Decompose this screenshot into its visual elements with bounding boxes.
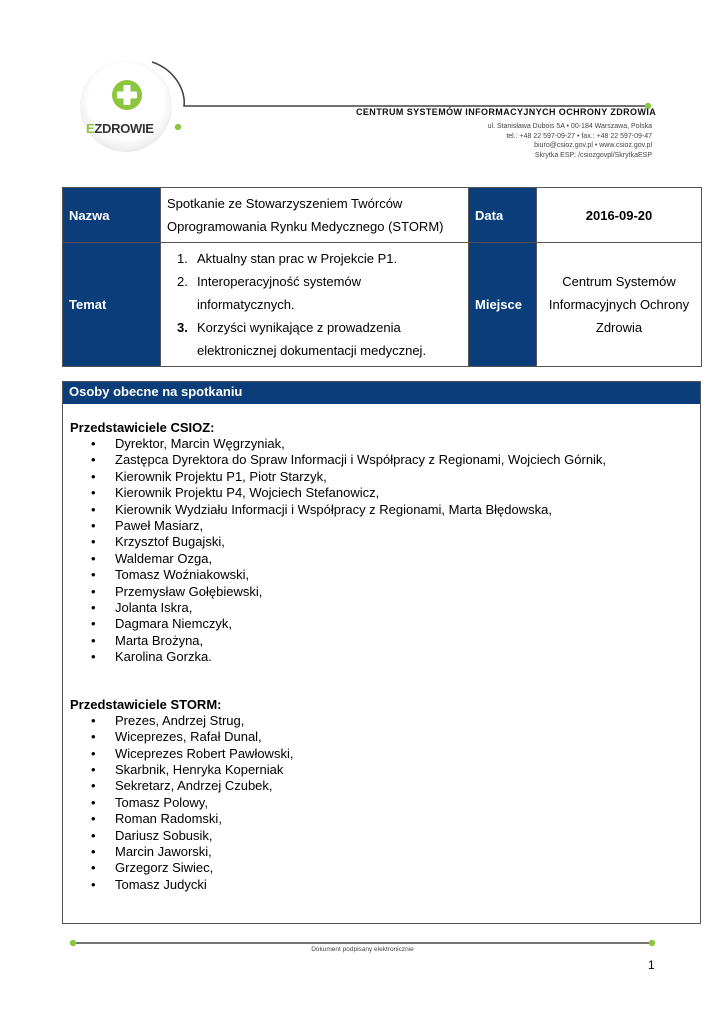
person-item: • Tomasz Woźniakowski, — [63, 567, 700, 583]
ezdrowie-logo — [72, 52, 187, 162]
org-phones: tel.: +48 22 597-09-27 • fax.: +48 22 597-09-47 — [506, 132, 652, 140]
name-value: Spotkanie ze Stowarzyszeniem Twórców Oprogramowania Rynku Medycznego (STORM) — [161, 188, 469, 243]
person-item: • Kierownik Projektu P1, Piotr Starzyk, — [63, 469, 700, 485]
person-item: • Dariusz Sobusik, — [63, 828, 700, 844]
org-web: biuro@csioz.gov.pl • www.csioz.gov.pl — [534, 142, 652, 149]
org-name: CENTRUM SYSTEMÓW INFORMACYJNYCH OCHRONY ZDROWIA — [356, 107, 657, 117]
topic-text: Interoperacyjność systemów informatycznych. — [197, 274, 362, 312]
name-row — [63, 188, 702, 243]
org-skrytka: Skrytka ESP: /csiozgovpl/SkrytkaESP — [534, 151, 652, 159]
person-item: • Kierownik Projektu P4, Wojciech Stefanowicz, — [63, 485, 700, 501]
attendance-heading: Osoby obecne na spotkaniu — [63, 382, 700, 404]
person-item: • Kierownik Wydziału Informacji i Współpracy z Regionami, Marta Błędowska, — [63, 502, 700, 518]
person-item: • Karolina Gorzka. — [63, 649, 700, 665]
person-item: • Marta Brożyna, — [63, 633, 700, 649]
topic-list — [167, 247, 462, 362]
person-item: • Tomasz Judycki — [63, 877, 700, 893]
logo-brand-text — [86, 121, 154, 136]
person-item: • Skarbnik, Henryka Koperniak — [63, 762, 700, 778]
topic-label: Temat — [63, 243, 161, 367]
place-value: Centrum Systemów Informacyjnych Ochrony Zdrowia — [537, 243, 702, 367]
person-item: • Zastępca Dyrektora do Spraw Informacji i Współpracy z Regionami, Wojciech Górnik, — [63, 452, 700, 468]
person-item: • Jolanta Iskra, — [63, 600, 700, 616]
group-title-storm: Przedstawiciele STORM: — [70, 696, 222, 712]
organization-header — [356, 107, 657, 160]
topic-number: 3. — [177, 320, 188, 335]
person-item: • Paweł Masiarz, — [63, 518, 700, 534]
logo-brand-letter: E — [86, 121, 95, 136]
topic-item — [167, 247, 462, 270]
people-list-csioz — [63, 436, 700, 666]
topic-text: Aktualny stan prac w Projekcie P1. — [197, 251, 398, 266]
person-item: • Dagmara Niemczyk, — [63, 616, 700, 632]
topic-number: 1. — [177, 251, 188, 266]
person-item: • Dyrektor, Marcin Węgrzyniak, — [63, 436, 700, 452]
meeting-info-table — [62, 187, 702, 367]
person-item: • Grzegorz Siwiec, — [63, 860, 700, 876]
topic-item — [167, 316, 462, 362]
footer-note: Dokument podpisany elektronicznie — [311, 946, 414, 953]
header-swoosh-line — [152, 62, 648, 106]
person-item: • Krzysztof Bugajski, — [63, 534, 700, 550]
logo-brand-name: ZDROWIE — [94, 121, 154, 136]
person-item: • Roman Radomski, — [63, 811, 700, 827]
topic-list-cell — [161, 243, 469, 367]
page-number: 1 — [648, 958, 655, 972]
date-label: Data — [469, 188, 537, 243]
topic-number: 2. — [177, 274, 188, 289]
people-list-storm — [63, 713, 700, 893]
person-item: • Prezes, Andrzej Strug, — [63, 713, 700, 729]
medical-cross-icon — [110, 78, 144, 112]
person-item: • Tomasz Polowy, — [63, 795, 700, 811]
person-item: • Wiceprezes, Rafał Dunal, — [63, 729, 700, 745]
person-item: • Sekretarz, Andrzej Czubek, — [63, 778, 700, 794]
attendance-section — [62, 381, 701, 924]
date-value: 2016-09-20 — [537, 188, 702, 243]
person-item: • Marcin Jaworski, — [63, 844, 700, 860]
group-title-csioz: Przedstawiciele CSIOZ: — [70, 420, 215, 435]
org-address: ul. Stanisława Dubois 5A • 00-184 Warszawa, Polska — [487, 123, 652, 130]
topic-item — [167, 270, 462, 316]
person-item: • Wiceprezes Robert Pawłowski, — [63, 746, 700, 762]
person-item: • Przemysław Gołębiewski, — [63, 584, 700, 600]
topic-row — [63, 243, 702, 367]
name-label: Nazwa — [63, 188, 161, 243]
place-label: Miejsce — [469, 243, 537, 367]
topic-text: Korzyści wynikające z prowadzenia elektronicznej dokumentacji medycznej. — [197, 320, 427, 358]
person-item: • Waldemar Ozga, — [63, 551, 700, 567]
